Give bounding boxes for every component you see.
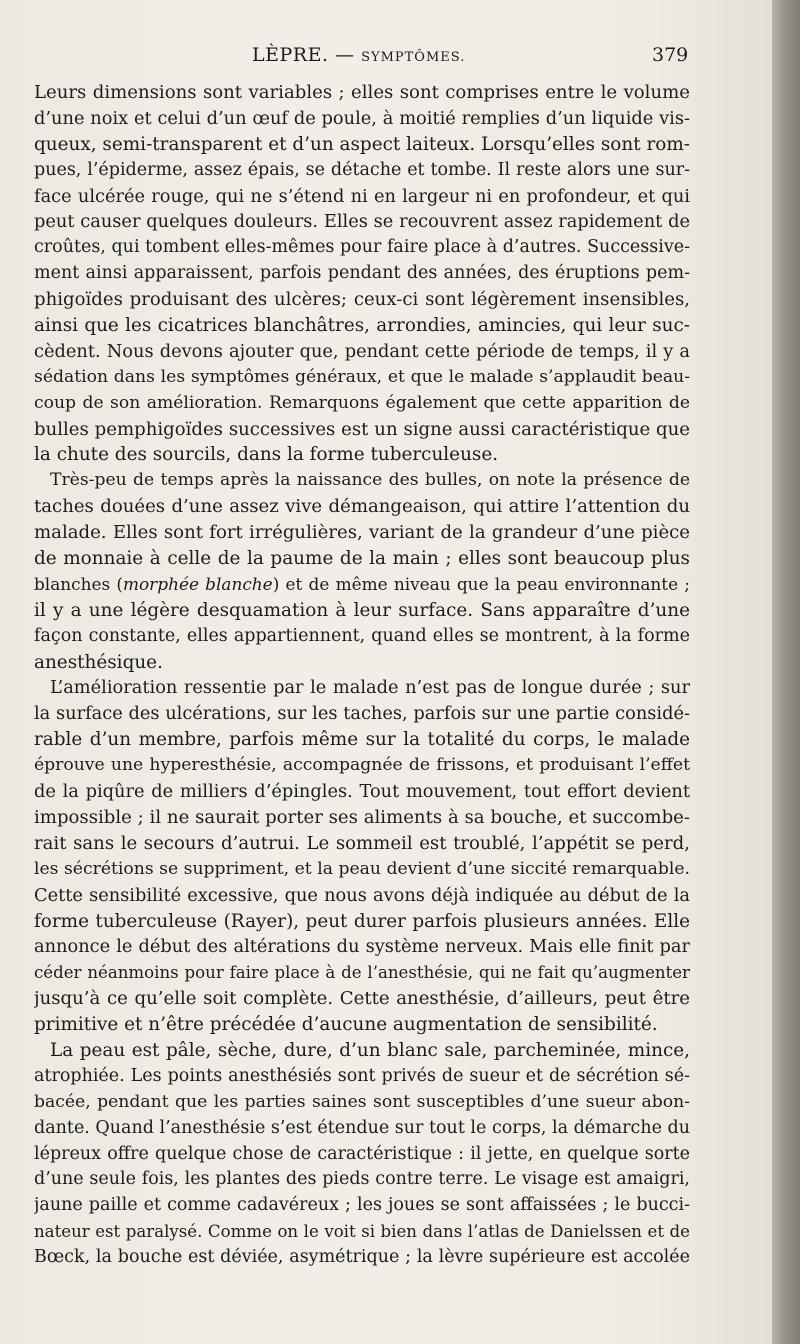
text-line: d’une seule fois, les plantes des pieds contre terre. Le visage est amaigri, <box>34 1169 690 1190</box>
text-line: nateur est paralysé. Comme on le voit si bien dans l’atlas de Danielssen et de <box>34 1222 690 1242</box>
text-line: dante. Quand l’anesthésie s’est étendue sur tout le corps, la démarche du <box>34 1117 690 1138</box>
text-line: la surface des ulcérations, sur les taches, parfois sur une partie considé- <box>34 703 690 725</box>
text-line: rable d’un membre, parfois même sur la totalité du corps, le malade <box>34 729 690 751</box>
text-line: jaune paille et comme cadavéreux ; les joues se sont affaissées ; le bucci- <box>34 1195 690 1216</box>
text-line: cèdent. Nous devons ajouter que, pendant cette période de temps, il y a <box>34 340 690 362</box>
text-line: pues, l’épiderme, assez épais, se détache et tombe. Il reste alors une sur- <box>34 159 690 180</box>
text-line: queux, semi-transparent et d’un aspect laiteux. Lorsqu’elles sont rom- <box>34 133 690 155</box>
text-line: lépreux offre quelque chose de caractéristique : il jette, en quelque sorte <box>34 1143 690 1164</box>
page-header <box>0 42 772 76</box>
text-line: phigoïdes produisant des ulcères; ceux-ci sont légèrement insensibles, <box>34 289 690 311</box>
text-line: Leurs dimensions sont variables ; elles sont comprises entre le volume <box>34 82 690 103</box>
text-line: d’une noix et celui d’un œuf de poule, à moitié remplies d’un liquide vis- <box>34 107 690 129</box>
page-edge <box>772 0 800 1344</box>
text-line: les sécrétions se suppriment, et la peau devient d’une siccité remarquable. <box>34 858 690 879</box>
text-line: atrophiée. Les points anesthésiés sont privés de sueur et de sécrétion sé- <box>34 1065 690 1086</box>
text-line: croûtes, qui tombent elles-mêmes pour faire place à d’autres. Successive- <box>34 237 690 258</box>
text-line: il y a une légère desquamation à leur surface. Sans apparaître d’une <box>34 599 690 621</box>
text-line: anesthésique. <box>34 651 163 673</box>
text-line: Cette sensibilité excessive, que nous avons déjà indiquée au début de la <box>34 884 690 906</box>
text-line: face ulcérée rouge, qui ne s’étend ni en largeur ni en profondeur, et qui <box>34 185 690 207</box>
body-text <box>34 80 690 1271</box>
running-title-main: LÈPRE. — <box>252 44 355 66</box>
text-line: la chute des sourcils, dans la forme tuberculeuse. <box>34 444 499 466</box>
text-line: ment ainsi apparaissent, parfois pendant des années, des éruptions pem- <box>34 263 690 284</box>
text-line: taches douées d’une assez vive démangeaison, qui attire l’attention du <box>34 496 690 518</box>
text-line: annonce le début des altérations du système nerveux. Mais elle finit par <box>34 936 690 958</box>
text-line: malade. Elles sont fort irrégulières, variant de la grandeur d’une pièce <box>34 522 690 544</box>
page-number: 379 <box>652 44 689 66</box>
text-line: bulles pemphigoïdes successives est un signe aussi caractéristique que <box>34 418 690 440</box>
text-line: La peau est pâle, sèche, dure, d’un blanc sale, parcheminée, mince, <box>50 1039 690 1061</box>
text-line: éprouve une hyperesthésie, accompagnée de frissons, et produisant l’effet <box>34 755 690 776</box>
text-line: primitive et n’être précédée d’aucune augmentation de sensibilité. <box>34 1014 658 1036</box>
italic-term: morphée blanche <box>123 573 273 594</box>
text-line: ainsi que les cicatrices blanchâtres, arrondies, amincies, qui leur suc- <box>34 315 690 337</box>
text-line: forme tuberculeuse (Rayer), peut durer parfois plusieurs années. Elle <box>34 910 690 932</box>
text-line: coup de son amélioration. Remarquons également que cette apparition de <box>34 392 690 413</box>
text-line: façon constante, elles appartiennent, quand elles se montrent, à la forme <box>34 625 690 646</box>
text-line: blanches (morphée blanche) et de même niveau que la peau environnante ; <box>34 573 690 594</box>
text-line: sédation dans les symptômes généraux, et que le malade s’applaudit beau- <box>34 366 690 387</box>
text-line: impossible ; il ne saurait porter ses aliments à sa bouche, et succombe- <box>34 806 690 828</box>
text-line: peut causer quelques douleurs. Elles se recouvrent assez rapidement de <box>34 211 690 233</box>
text-line: rait sans le secours d’autrui. Le sommeil est troublé, l’appétit se perd, <box>34 832 690 854</box>
text-line: Très-peu de temps après la naissance des bulles, on note la présence de <box>50 470 690 491</box>
running-title <box>252 44 465 66</box>
text-line: jusqu’à ce qu’elle soit complète. Cette anesthésie, d’ailleurs, peut être <box>34 988 690 1010</box>
running-title-subtitle: SYMPTÔMES. <box>361 50 466 65</box>
text-line: de monnaie à celle de la paume de la main ; elles sont beaucoup plus <box>34 548 690 570</box>
text-line: bacée, pendant que les parties saines sont susceptibles d’une sueur abon- <box>34 1091 690 1112</box>
text-line: L’amélioration ressentie par le malade n’est pas de longue durée ; sur <box>50 677 690 699</box>
text-line: céder néanmoins pour faire place à de l’anesthésie, qui ne fait qu’augmenter <box>34 963 690 983</box>
text-line: de la piqûre de milliers d’épingles. Tout mouvement, tout effort devient <box>34 781 690 803</box>
text-line: Bœck, la bouche est déviée, asymétrique ; la lèvre supérieure est accolée <box>34 1247 690 1268</box>
